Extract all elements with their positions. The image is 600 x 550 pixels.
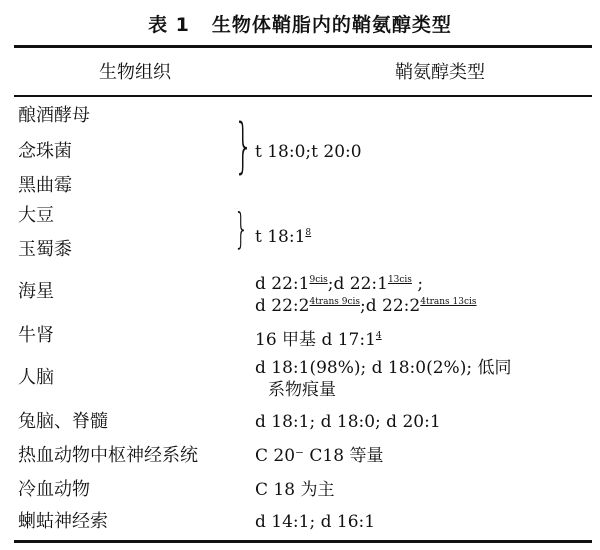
- row-organism: 酿酒酵母: [18, 105, 90, 126]
- top-rule: [14, 45, 592, 48]
- table-number: 表 1: [148, 14, 190, 36]
- header-rule: [14, 95, 592, 97]
- header-organism: 生物组织: [99, 62, 171, 83]
- row-type: t 18:0;t 20:0: [255, 142, 362, 162]
- group-brace: }: [234, 111, 254, 181]
- row-type: d $22:1^{9cis};d$ $22:1^{13cis}$ ;: [255, 274, 424, 294]
- row-organism: 冷血动物: [18, 479, 90, 500]
- row-type: d $22:2^{4trans 9cis};d$ $22:2^{4trans 13cis}$: [255, 296, 477, 316]
- row-organism: 牛肾: [18, 325, 54, 346]
- row-type: 16 甲基 d $17:1^4$: [255, 330, 382, 350]
- row-type: d 18:1(98%); d 18:0(2%); 低同: [255, 358, 512, 378]
- row-organism: 玉蜀黍: [18, 239, 72, 260]
- row-organism: 海星: [18, 281, 54, 302]
- table-caption: 生物体鞘脂内的鞘氨醇类型: [211, 14, 452, 36]
- row-organism: 蝲蛄神经索: [18, 511, 108, 532]
- row-type: d 14:1; d 16:1: [255, 512, 376, 532]
- row-organism: 念珠菌: [18, 141, 72, 162]
- row-type: C 20⁻ C18 等量: [255, 446, 384, 466]
- row-type: C 18 为主: [255, 480, 335, 500]
- row-type: t $18:1^8$: [255, 227, 312, 247]
- table-title: [0, 10, 600, 37]
- bottom-rule: [14, 540, 592, 543]
- header-type: 鞘氨醇类型: [395, 62, 485, 83]
- row-organism: 大豆: [18, 205, 54, 226]
- row-organism: 热血动物中枢神经系统: [18, 445, 198, 466]
- row-organism: 兔脑、脊髓: [18, 411, 108, 432]
- row-organism: 人脑: [18, 367, 54, 388]
- row-organism: 黑曲霉: [18, 175, 72, 196]
- row-type: d 18:1; d 18:0; d 20:1: [255, 412, 441, 432]
- group-brace: }: [234, 204, 249, 253]
- row-type: 系物痕量: [268, 380, 336, 400]
